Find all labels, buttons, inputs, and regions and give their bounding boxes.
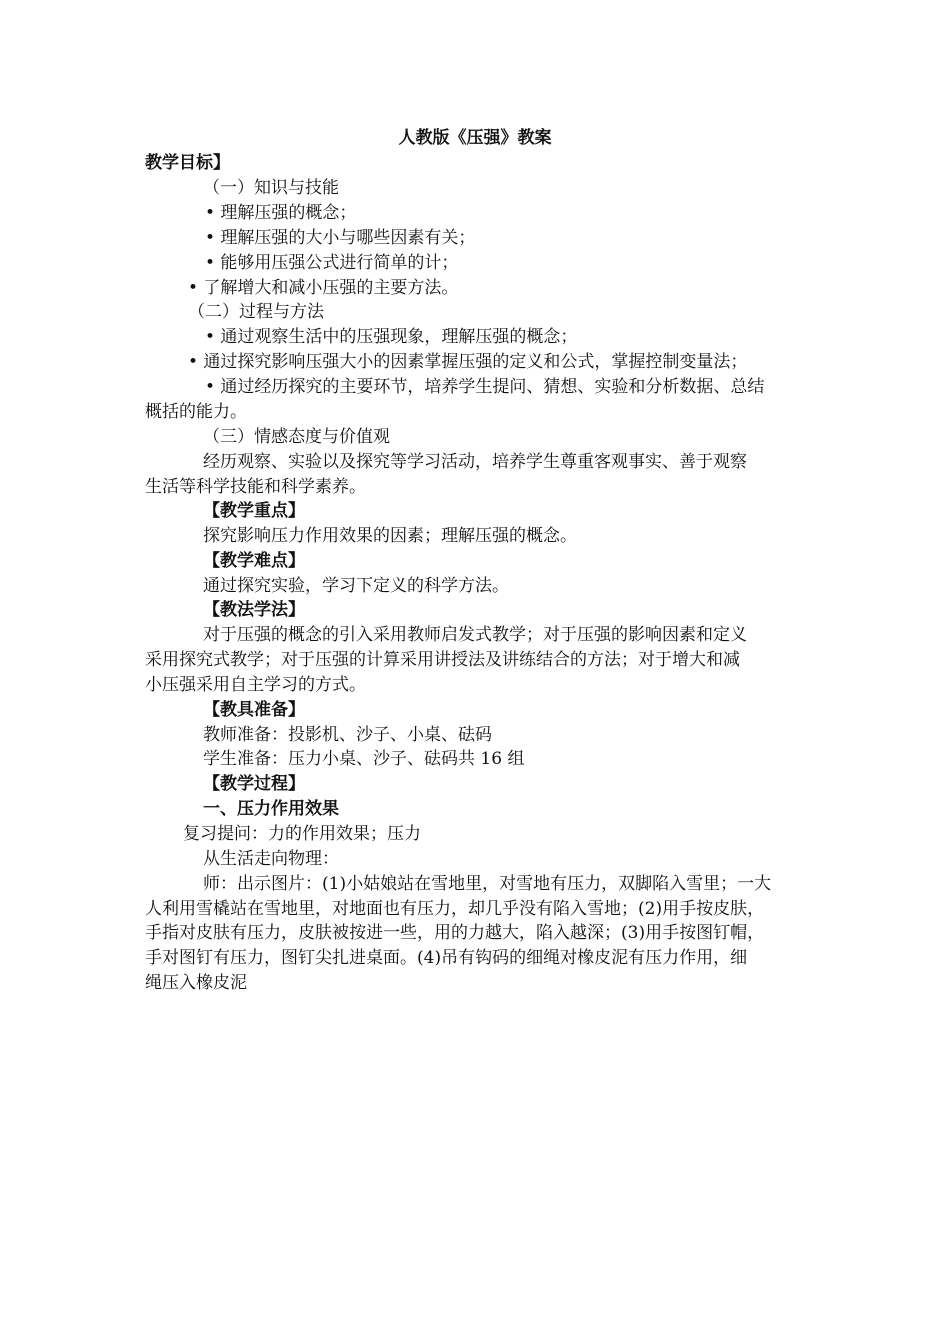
process-item: • 通过观察生活中的压强现象，理解压强的概念； (205, 327, 578, 347)
knowledge-item: • 了解增大和减小压强的主要方法。 (188, 278, 459, 298)
document-title: 人教版《压强》教案 (398, 128, 552, 148)
teacher-line: 师：出示图片：(1)小姑娘站在雪地里，对雪地有压力，双脚陷入雪里；一大 (203, 874, 772, 894)
intro-text: 从生活走向物理： (203, 849, 339, 869)
review-text: 复习提问：力的作用效果；压力 (183, 824, 421, 844)
knowledge-item: • 能够用压强公式进行简单的计； (205, 253, 459, 273)
difficulty-heading: 【教学难点】 (203, 551, 305, 571)
teacher-line: 人利用雪橇站在雪地里，对地面也有压力，却几乎没有陷入雪地；(2)用手按皮肤， (145, 899, 765, 919)
method-line: 小压强采用自主学习的方式。 (145, 675, 366, 695)
objectives-heading: 教学目标】 (145, 153, 230, 173)
teacher-line: 手对图钉有压力，图钉尖扎进桌面。(4)吊有钩码的细绳对橡皮泥有压力作用，细 (145, 948, 748, 968)
process-section-heading: 【教学过程】 (203, 774, 305, 794)
knowledge-item: • 理解压强的大小与哪些因素有关； (205, 228, 476, 248)
method-line: 对于压强的概念的引入采用教师启发式教学；对于压强的影响因素和定义 (203, 625, 747, 645)
difficulty-text: 通过探究实验，学习下定义的科学方法。 (203, 576, 509, 596)
process-item: • 通过经历探究的主要环节，培养学生提问、猜想、实验和分析数据、总结 (205, 377, 765, 397)
keypoint-heading: 【教学重点】 (203, 501, 305, 521)
tools-student: 学生准备：压力小桌、沙子、砝码共 16 组 (203, 749, 525, 769)
section-one-heading: 一、压力作用效果 (203, 799, 339, 819)
teacher-line: 手指对皮肤有压力，皮肤被按进一些，用的力越大，陷入越深；(3)用手按图钉帽， (145, 923, 765, 943)
method-line: 采用探究式教学；对于压强的计算采用讲授法及讲练结合的方法；对于增大和减 (145, 650, 740, 670)
method-heading: 【教法学法】 (203, 600, 305, 620)
tools-teacher: 教师准备：投影机、沙子、小桌、砝码 (203, 725, 492, 745)
attitude-heading: （三）情感态度与价值观 (203, 427, 390, 447)
attitude-line: 经历观察、实验以及探究等学习活动，培养学生尊重客观事实、善于观察 (203, 452, 747, 472)
knowledge-item: • 理解压强的概念； (205, 203, 357, 223)
keypoint-text: 探究影响压力作用效果的因素；理解压强的概念。 (203, 526, 577, 546)
knowledge-heading: （一）知识与技能 (203, 178, 339, 198)
attitude-line: 生活等科学技能和科学素养。 (145, 477, 366, 497)
teacher-line: 绳压入橡皮泥 (145, 973, 247, 993)
process-item: • 通过探究影响压强大小的因素掌握压强的定义和公式，掌握控制变量法； (188, 352, 748, 372)
tools-heading: 【教具准备】 (203, 700, 305, 720)
process-item: 概括的能力。 (145, 402, 247, 422)
process-heading: （二）过程与方法 (188, 302, 324, 322)
